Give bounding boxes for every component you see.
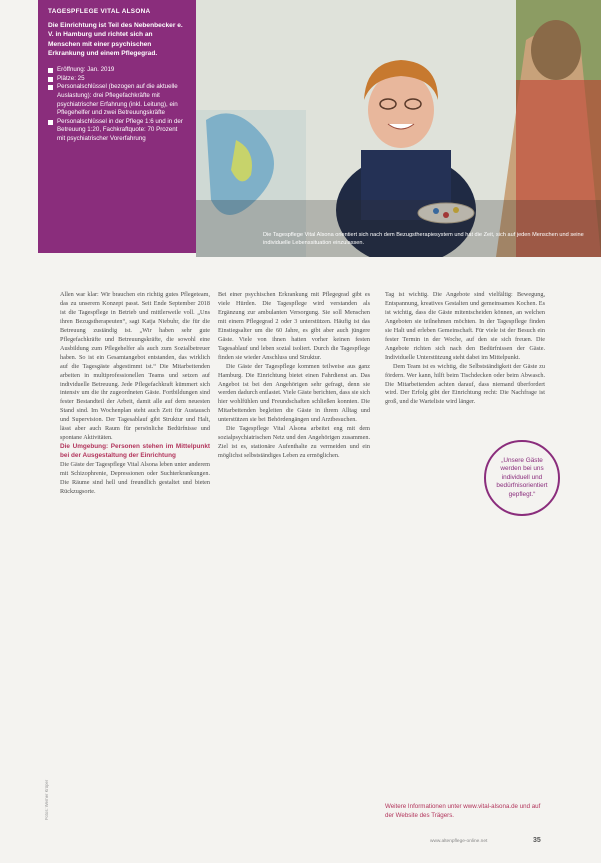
fact-item: Plätze: 25 <box>48 75 186 84</box>
photo-caption: Die Tagespflege Vital Alsona orientiert sich nach dem Bezugstherapiesystem und hat die Zeit, sich auf jeden Menschen und seine individuelle Lebenssituation einzulassen. <box>263 232 584 246</box>
info-box-intro: Die Einrichtung ist Teil des Nebenbecker e. V. in Hamburg und richtet sich an Menschen mit einer psychischen Erkrankung und einem Pflegegrad. <box>48 22 183 57</box>
info-box-facts <box>48 66 186 143</box>
body-paragraph: Die Gäste der Tagespflege Vital Alsona leben unter anderem mit Schizophrenie, Depressionen oder Suchterkrankungen. Die Räume sind hell und freundlich gestaltet und bieten Rückzugsorte. <box>60 460 210 495</box>
article-photo <box>196 0 601 257</box>
page-number: 35 <box>533 837 541 844</box>
article-column-3 <box>385 291 545 407</box>
body-paragraph: Bei einer psychischen Erkrankung mit Pflegegrad gibt es viele Hürden. Die Tagespflege wird verstanden als Ergänzung zur ambulanten Versorgung. Sie soll Menschen mit einem Pflegegrad 2 oder 3 unterstützen. Häufig ist das Einstiegsalter um die 60 Jahre, es gibt aber auch jüngere Gäste. Viele von ihnen hatten vorher keinen festen Tagesablauf und leben sozial isoliert. Durch die Tagespflege finden sie wieder Anschluss und Struktur. <box>218 291 370 361</box>
photo-credit <box>44 690 54 820</box>
fact-item: Personalschlüssel (bezogen auf die aktuelle Auslastung): drei Pflegefachkräfte mit psychiatrischer Erfahrung (inkl. Leitung), ein Pflegehelfer und zwei Betreuungskräfte <box>48 83 186 117</box>
body-paragraph: Die Tagespflege Vital Alsona arbeitet eng mit dem sozialpsychiatrischen Netz und den Angehörigen zusammen. Ziel ist es, stationäre Aufenthalte zu vermeiden und ein möglichst selbstständiges Leben zu ermöglichen. <box>218 425 370 460</box>
footer-url: www.altenpflege-online.net <box>430 839 488 844</box>
body-paragraph: Tag ist wichtig. Die Angebote sind vielfältig: Bewegung, Entspannung, kreatives Gestalten und gemeinsames Kochen. Es ist wichtig, dass die Gäste mitentscheiden können, an welchen Angeboten sie teilnehmen möchten. In der Tagespflege finden sie Halt und erleben Gemeinschaft. Für viele ist der Besuch ein fester Termin in der Woche, auf den sie sich freuen. Die Angebote richten sich nach den Bedürfnissen der Gäste. Individuelle Unterstützung steht dabei im Mittelpunkt. <box>385 291 545 361</box>
article-column-1 <box>60 291 210 497</box>
info-box-kicker: TAGESPFLEGE VITAL ALSONA <box>48 8 151 15</box>
info-box <box>38 0 196 253</box>
article-column-2 <box>218 291 370 461</box>
more-info-link[interactable]: Weitere Informationen unter www.vital-alsona.de und auf der Website des Trägers. <box>385 803 541 819</box>
body-paragraph: Die Gäste der Tagespflege kommen teilweise aus ganz Hamburg. Die Einrichtung bietet einen Fahrdienst an. Das Angebot ist bei den Angehörigen sehr gefragt, denn sie werden dadurch entlastet. Viele Gäste berichten, dass sie sich hier wohlfühlen und Freundschaften schließen konnten. Die Mitarbeitenden begleiten die Gäste in ihrem Alltag und unterstützen sie bei Behördengängen und Arztbesuchen. <box>218 362 370 424</box>
section-subhead: Die Umgebung: Personen stehen im Mittelpunkt bei der Ausgestaltung der Einrichtung <box>60 443 210 459</box>
body-paragraph: Dem Team ist es wichtig, die Selbstständigkeit der Gäste zu fördern. Wer kann, hilft beim Tischdecken oder beim Abwasch. Die Mitarbeitenden achten darauf, dass niemand überfordert wird. Der Erfolg gibt der Einrichtung recht: Die Nachfrage ist groß, und die Warteliste wird länger. <box>385 362 545 406</box>
pull-quote: „Unsere Gäste werden bei uns individuell und bedürfnisorientiert gepflegt.“ <box>484 440 560 516</box>
photo-credit-text: Fotos: Werner Krüper <box>44 779 49 820</box>
fact-item: Personalschlüssel in der Pflege 1:6 und in der Betreuung 1:20, Fachkraftquote: 70 Prozent mit psychiatrischer Vorerfahrung <box>48 118 186 144</box>
photo-illustration <box>196 0 601 257</box>
fact-item: Eröffnung: Jan. 2019 <box>48 66 186 75</box>
body-paragraph: Allen war klar: Wir brauchen ein richtig gutes Pflegeteam, das zu unserem Konzept passt. Seit Ende September 2018 ist die Tagespflege in Betrieb und mittlerweile voll. „Uns ihren Bezugstherapeuten“, sagt Katja Niebuhr, die für die Betreuung zuständig ist. „Wir haben sehr gute Pflegefachkräfte und Betreuungskräfte, die sowohl eine Ausbildung zum Pflegehelfer als auch zum Sozialbetreuer haben. So ist ein Gesamtangebot entstanden, das wirklich auf die Tagesgäste abgestimmt ist.“ Die Mitarbeitenden arbeiten in multiprofessionellen Teams und setzen auf individuelle Betreuung. Jede Pflegefachkraft kümmert sich intensiv um die ihr zugeordneten Gäste. Fortbildungen sind fester Bestandteil der Arbeit, damit alle auf dem neuesten Stand sind. Im Wochenplan steht auch Zeit für Austausch und Supervision. Der Tagesablauf gibt Struktur und Halt, lässt aber auch Raum für persönliche Bedürfnisse und spontane Aktivitäten. <box>60 291 210 442</box>
